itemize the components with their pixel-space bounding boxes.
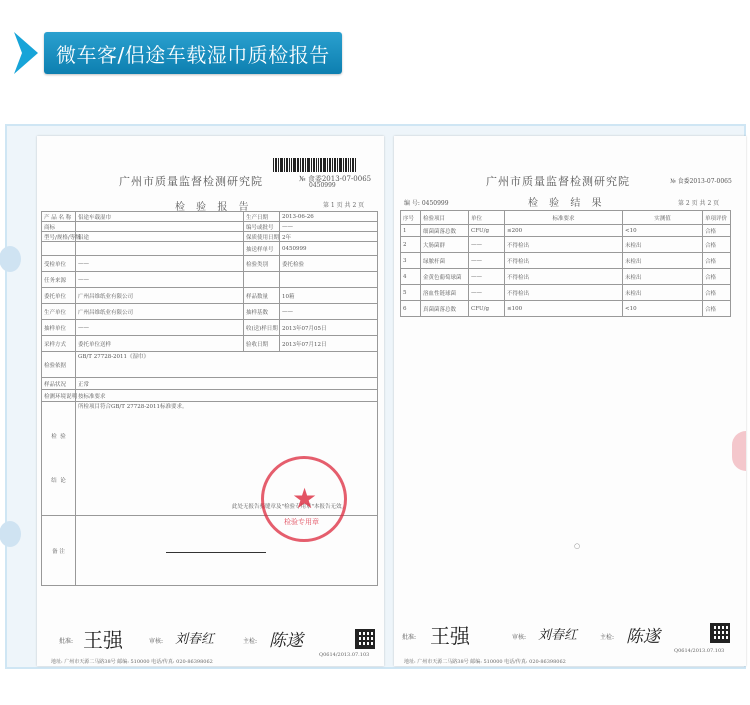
- cell: 不得检出: [505, 269, 623, 285]
- stamp-text: 检验专用章: [284, 518, 319, 526]
- field-value: ——: [76, 256, 244, 272]
- field-value: [76, 222, 244, 232]
- footer-code: Q0614/2013.07.103: [319, 652, 370, 658]
- field-label: 产 品 名 称: [42, 212, 76, 222]
- cell: 未检出: [623, 253, 703, 269]
- cell: 金黄色葡萄球菌: [421, 269, 469, 285]
- signature-approve: 王强: [430, 624, 470, 648]
- field-value: 2013年07月12日: [280, 336, 378, 352]
- cell: ——: [469, 269, 505, 285]
- field-label: 抽样单位: [42, 320, 76, 336]
- table-row: [401, 301, 731, 317]
- cell: CFU/g: [469, 301, 505, 317]
- cell: 细菌菌落总数: [421, 225, 469, 237]
- cell: ——: [469, 237, 505, 253]
- table-header-row: [401, 211, 731, 225]
- table-row: [42, 390, 378, 402]
- page-number: 第 1 页 共 2 页: [323, 202, 365, 209]
- cell: <10: [623, 301, 703, 317]
- cell: ≤100: [505, 301, 623, 317]
- field-value: 按标准要求: [76, 390, 378, 402]
- conclusion-char: 结: [51, 477, 57, 484]
- field-label: 检测环境说明: [42, 390, 76, 402]
- field-value: 委托单位送样: [76, 336, 244, 352]
- main-label: 主检:: [600, 634, 615, 641]
- cell: 6: [401, 301, 421, 317]
- serial-number: 编 号: 0450999: [404, 200, 449, 207]
- conclusion-char: 论: [60, 477, 66, 484]
- report-page-1: [37, 136, 384, 666]
- cell: CFU/g: [469, 225, 505, 237]
- table-row: [42, 352, 378, 378]
- results-table: [400, 210, 731, 317]
- column-header: 标准要求: [505, 211, 623, 225]
- cell: 合格: [703, 285, 731, 301]
- divider: [166, 552, 266, 553]
- conclusion-char: 检: [51, 433, 57, 440]
- cell: 真菌菌落总数: [421, 301, 469, 317]
- cell: ——: [469, 253, 505, 269]
- cell: 合格: [703, 301, 731, 317]
- main-label: 主检:: [243, 638, 258, 645]
- banner: [12, 30, 342, 76]
- field-value: ——: [76, 272, 244, 288]
- field-value: 侣途: [76, 232, 244, 242]
- column-header: 单项评价: [703, 211, 731, 225]
- field-label: [244, 272, 280, 288]
- field-label: 型号/规格/等级: [42, 232, 76, 242]
- table-row: [42, 242, 378, 256]
- field-value: 2013年07月05日: [280, 320, 378, 336]
- report-title: 检 验 报 告: [175, 202, 253, 213]
- table-row: [401, 237, 731, 253]
- field-label: 商标: [42, 222, 76, 232]
- column-header: 单位: [469, 211, 505, 225]
- footer-address: 地址: 广州市天源二马路38号 邮编: 510000 电话/传真: 020-86398062: [404, 659, 566, 665]
- cell: 不得检出: [505, 237, 623, 253]
- red-seal-stamp: [261, 456, 347, 542]
- signature-main: 陈遂: [269, 631, 303, 651]
- field-value: 2013-06-26: [280, 212, 378, 222]
- table-row: [42, 222, 378, 232]
- field-value: 0450999: [280, 242, 378, 256]
- conclusion-char: 验: [60, 433, 66, 440]
- field-value: GB/T 27728-2011《湿巾》: [76, 352, 378, 378]
- field-label: 生产日期: [244, 212, 280, 222]
- field-value: [280, 272, 378, 288]
- cell: 合格: [703, 237, 731, 253]
- cell: 合格: [703, 253, 731, 269]
- field-value: 侣途车载湿巾: [76, 212, 244, 222]
- cell: 不得检出: [505, 253, 623, 269]
- table-row: [42, 304, 378, 320]
- table-row: [42, 336, 378, 352]
- table-row: [42, 272, 378, 288]
- footer-address: 地址: 广州市天源二马路38号 邮编: 510000 电话/传真: 020-86398062: [51, 659, 213, 665]
- scan-frame: [5, 124, 746, 669]
- institute-name: 广州市质量监督检测研究院: [486, 175, 630, 188]
- table-row: [42, 320, 378, 336]
- cell: 大肠菌群: [421, 237, 469, 253]
- field-value: 正常: [76, 378, 378, 390]
- cell: 4: [401, 269, 421, 285]
- seal-note: 此处无报告骑缝章及"检验专用章"本报告无效。: [232, 504, 348, 510]
- table-row: [401, 225, 731, 237]
- field-label: 样品状况: [42, 378, 76, 390]
- review-label: 审核:: [512, 634, 527, 641]
- field-label: 检验类别: [244, 256, 280, 272]
- table-row: [42, 256, 378, 272]
- cell: 2: [401, 237, 421, 253]
- cell: 绿脓杆菌: [421, 253, 469, 269]
- cell: <10: [623, 225, 703, 237]
- field-label: 抽样基数: [244, 304, 280, 320]
- field-value: ——: [280, 222, 378, 232]
- cell: ——: [469, 285, 505, 301]
- field-label: 任务来源: [42, 272, 76, 288]
- page-title: 微车客/侣途车载湿巾质检报告: [56, 42, 330, 67]
- field-value: [76, 242, 244, 256]
- cell: 溶血性链球菌: [421, 285, 469, 301]
- field-label: 编号或批号: [244, 222, 280, 232]
- field-label: 备 注: [42, 516, 76, 586]
- cell: ≤200: [505, 225, 623, 237]
- cell: 未检出: [623, 269, 703, 285]
- report-number: № 食委2013-07-0065: [670, 178, 732, 185]
- column-header: 序号: [401, 211, 421, 225]
- cell: 未检出: [623, 237, 703, 253]
- cell: 5: [401, 285, 421, 301]
- cell: 不得检出: [505, 285, 623, 301]
- qr-code: [710, 623, 730, 643]
- field-label: 采样方式: [42, 336, 76, 352]
- barcode: [273, 158, 357, 172]
- binder-ring-decoration: [0, 246, 21, 272]
- page-number: 第 2 页 共 2 页: [678, 200, 720, 207]
- cell: 未检出: [623, 285, 703, 301]
- field-label: 抽送样单号: [244, 242, 280, 256]
- table-row: [42, 212, 378, 222]
- signature-review: 刘春红: [175, 632, 215, 647]
- footer-code: Q0614/2013.07.103: [674, 648, 725, 654]
- column-header: 实测值: [623, 211, 703, 225]
- field-value: ——: [76, 320, 244, 336]
- signature-main: 陈遂: [626, 627, 660, 647]
- cell: 1: [401, 225, 421, 237]
- star-icon: ★: [292, 482, 318, 515]
- field-label: 检验依据: [42, 352, 76, 378]
- column-header: 检验项目: [421, 211, 469, 225]
- field-label: 委托单位: [42, 288, 76, 304]
- field-value: 委托检验: [280, 256, 378, 272]
- report-number: № 食委2013-07-0065: [299, 175, 372, 183]
- conclusion-label: [42, 402, 76, 516]
- table-row: [401, 285, 731, 301]
- institute-name: 广州市质量监督检测研究院: [119, 175, 263, 188]
- review-label: 审核:: [149, 638, 164, 645]
- signature-approve: 王强: [83, 628, 123, 652]
- report-page-2: [394, 136, 746, 666]
- table-row: [42, 288, 378, 304]
- chevron-right-icon: [12, 30, 40, 76]
- results-title: 检 验 结 果: [528, 198, 606, 209]
- field-label: 生产单位: [42, 304, 76, 320]
- field-label: 保质使用日期: [244, 232, 280, 242]
- table-row: [401, 269, 731, 285]
- conclusion-text: 所检项目符合GB/T 27728-2011标准要求。: [78, 404, 188, 410]
- field-label: 受检单位: [42, 256, 76, 272]
- field-value: ——: [280, 304, 378, 320]
- cell: 3: [401, 253, 421, 269]
- field-label: 样品数量: [244, 288, 280, 304]
- table-row: [42, 378, 378, 390]
- cell: 合格: [703, 225, 731, 237]
- approve-label: 批准:: [59, 638, 74, 645]
- field-value: 10箱: [280, 288, 378, 304]
- qr-code: [355, 629, 375, 649]
- approve-label: 批准:: [402, 634, 417, 641]
- banner-box: [44, 32, 342, 74]
- field-label: 验收日期: [244, 336, 280, 352]
- field-label: [42, 242, 76, 256]
- table-row: [401, 253, 731, 269]
- cell: 合格: [703, 269, 731, 285]
- binder-ring-decoration: [0, 521, 21, 547]
- field-value: 广州昌维纸业有限公司: [76, 288, 244, 304]
- table-row: [42, 232, 378, 242]
- field-label: 收(送)样日期: [244, 320, 280, 336]
- seal-edge-decoration: [732, 431, 746, 471]
- barcode-number: 0450999: [309, 182, 336, 189]
- punch-hole-mark: ○: [574, 542, 581, 550]
- field-value: 广州昌维纸业有限公司: [76, 304, 244, 320]
- field-value: 2年: [280, 232, 378, 242]
- signature-review: 刘春红: [538, 628, 578, 643]
